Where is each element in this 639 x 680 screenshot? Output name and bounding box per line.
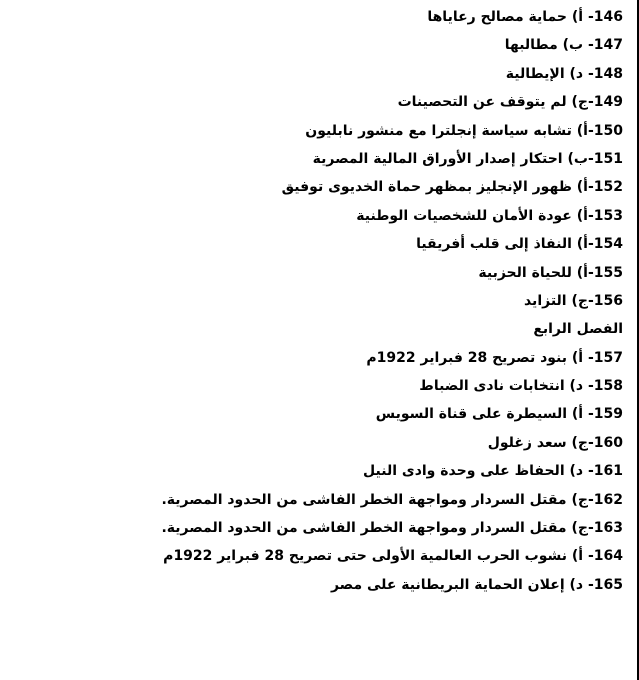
answer-line: 154-أ) النفاذ إلى قلب أفريقيا [416, 236, 623, 253]
answer-line: 163-ج) مقتل السردار ومواجهة الخطر الفاشى من الحدود المصرية. [161, 520, 623, 537]
answer-line: 146- أ) حماية مصالح رعاياها [427, 9, 623, 25]
answer-line: 160-ج) سعد زغلول [487, 434, 623, 451]
answer-line: 147- ب) مطالبها [504, 37, 623, 54]
answer-line: 153-أ) عودة الأمان للشخصيات الوطنية [356, 207, 623, 224]
answer-line: 159- أ) السيطرة على قناة السويس [375, 406, 623, 423]
answer-line: 151-ب) احتكار إصدار الأوراق المالية المصرية [312, 150, 623, 167]
answer-line: 161- د) الحفاظ على وحدة وادى النيل [363, 463, 623, 480]
answer-line: 158- د) انتخابات نادى الضباط [419, 378, 623, 395]
answer-line: 150-أ) تشابه سياسة إنجلترا مع منشور نابليون [305, 122, 623, 139]
answer-list [23, 3, 623, 599]
answer-line: 156-ج) التزايد [523, 292, 623, 309]
answer-line: 152-أ) ظهور الإنجليز بمظهر حماة الخديوى توفيق [281, 179, 623, 196]
answer-line: 164- أ) نشوب الحرب العالمية الأولى حتى تصريح 28 فبراير 1922م [163, 548, 623, 565]
answer-line: 165- د) إعلان الحماية البريطانية على مصر [330, 576, 623, 593]
answer-line: 155-أ) للحياة الحزبية [478, 264, 623, 281]
answer-line: 148- د) الإيطالية [505, 65, 623, 82]
answer-line: 162-ج) مقتل السردار ومواجهة الخطر الفاشى من الحدود المصرية. [161, 491, 623, 508]
answer-line: 157- أ) بنود تصريح 28 فبراير 1922م [366, 349, 623, 366]
section-heading: الفصل الرابع [533, 321, 623, 338]
answer-line: 149-ج) لم يتوقف عن التحصينات [397, 94, 623, 111]
